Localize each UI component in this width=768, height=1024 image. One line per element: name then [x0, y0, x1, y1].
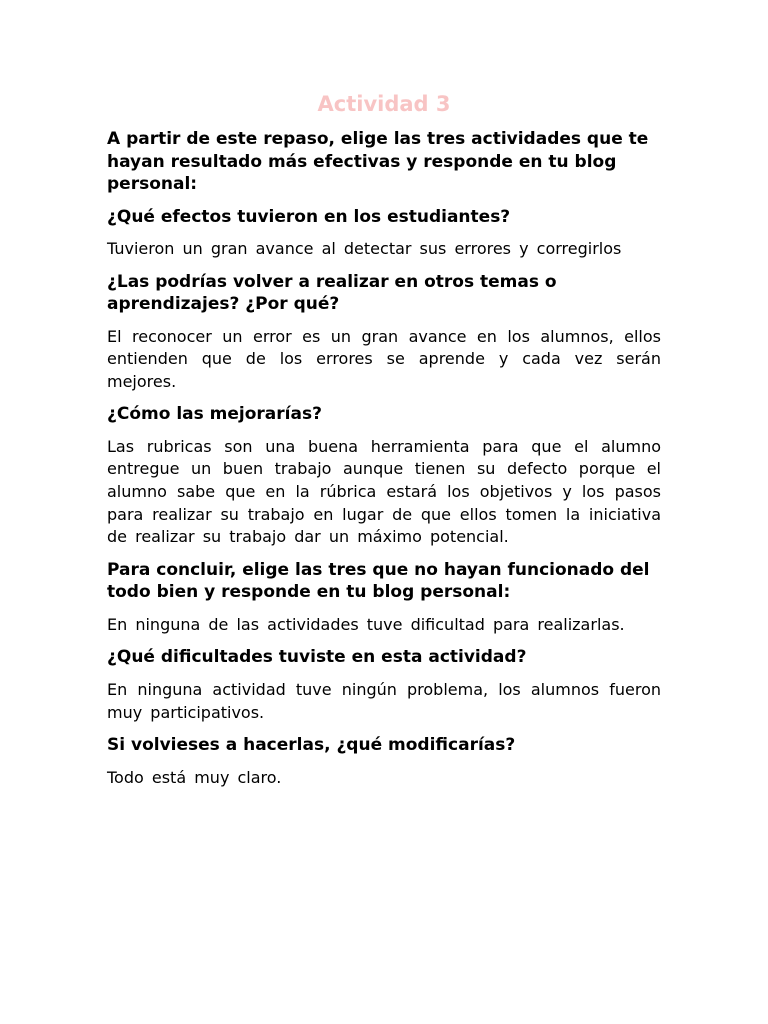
answer-difficulties: En ninguna actividad tuve ningún problema, los alumnos fueron muy participativos. [107, 679, 661, 722]
question-improve: ¿Cómo las mejorarías? [107, 404, 322, 425]
question-effects: ¿Qué efectos tuvieron en los estudiantes? [107, 206, 511, 227]
answer-modify: Todo está muy claro. [107, 767, 282, 787]
question-repeat: ¿Las podrías volver a realizar en otros temas o aprendizajes? ¿Por qué? [107, 271, 557, 315]
answer-effects: Tuvieron un gran avance al detectar sus errores y corregirlos [107, 239, 622, 258]
answer-repeat: El reconocer un error es un gran avance en los alumnos, ellos entienden que de los errores se aprende y cada vez serán mejores. [107, 326, 661, 391]
document-page [107, 88, 661, 799]
answer-improve: Las rubricas son una buena herramienta para que el alumno entregue un buen trabajo aunque tienen su defecto porque el alumno sabe que en la rúbrica estará los objetivos y los pasos para realizar su trabajo en lugar de que ellos tomen la iniciativa de realizar su trabajo dar un máximo potencial. [107, 436, 661, 547]
intro-instruction: A partir de este repaso, elige las tres actividades que te hayan resultado más efectivas y responde en tu blog personal: [107, 129, 649, 194]
conclusion-instruction: Para concluir, elige las tres que no hayan funcionado del todo bien y responde en tu blog personal: [107, 559, 650, 603]
question-modify: Si volvieses a hacerlas, ¿qué modificarías? [107, 735, 516, 756]
question-difficulties: ¿Qué dificultades tuviste en esta actividad? [107, 647, 527, 668]
document-title: Actividad 3 [317, 92, 451, 116]
answer-conclusion: En ninguna de las actividades tuve dificultad para realizarlas. [107, 614, 625, 634]
